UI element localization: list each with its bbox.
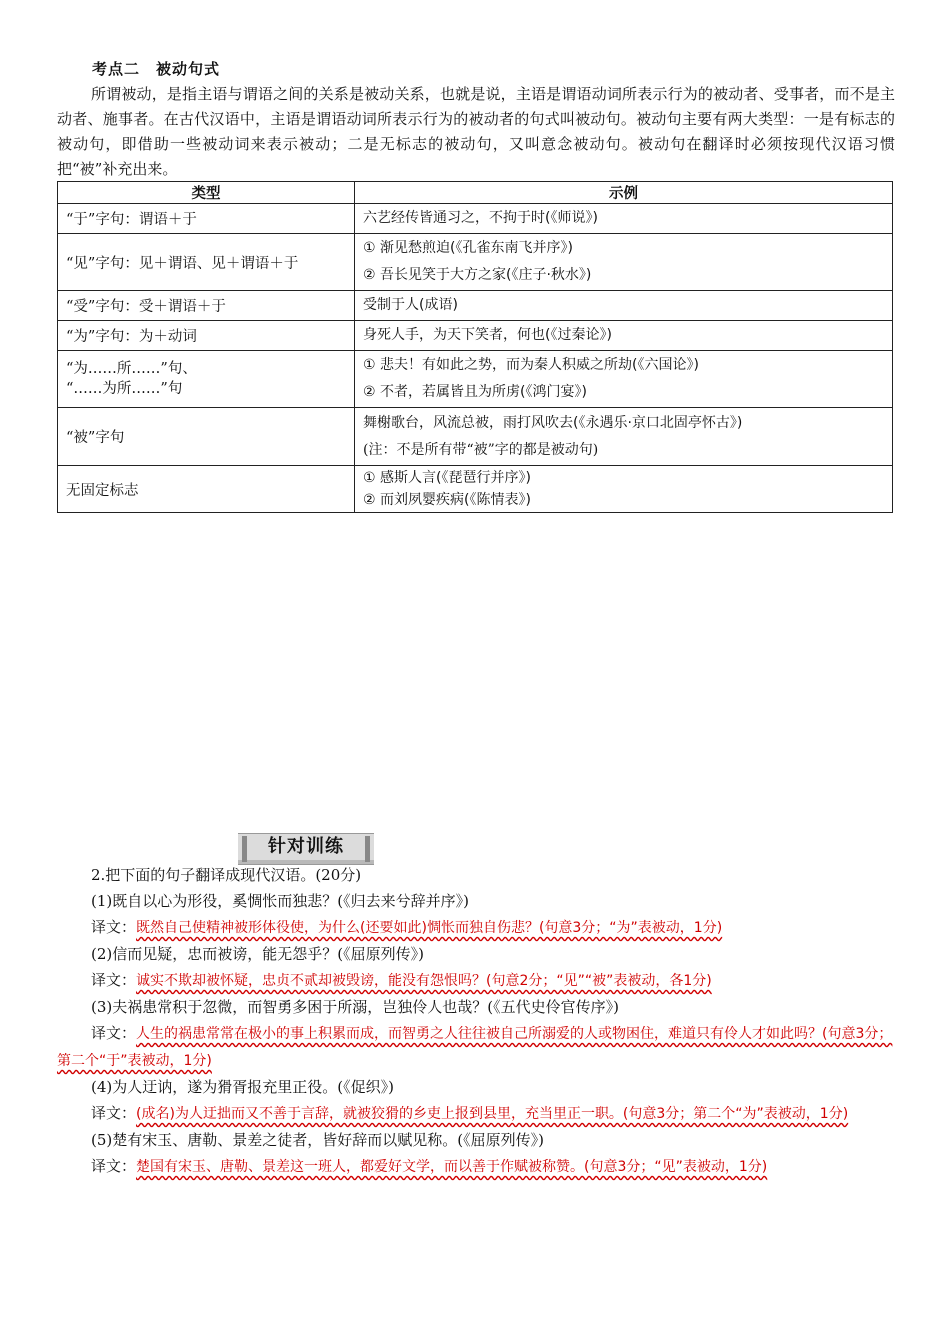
item-source: (1)既自以心为形役，奚惆怅而独悲？(《归去来兮辞并序》) <box>91 892 469 910</box>
answer-text: 楚国有宋玉、唐勒、景差这一班人，都爱好文学，而以善于作赋被称赞。(句意3分；“见”表被动，1分) <box>136 1159 768 1175</box>
example-line: ① 悲夫！有如此之势，而为秦人积威之所劫(《六国论》) <box>363 357 699 373</box>
row-type: “受”字句：受＋谓语＋于 <box>58 291 355 321</box>
example-line: 舞榭歌台，风流总被，雨打风吹去(《永遇乐·京口北固亭怀古》) <box>363 414 743 431</box>
item-answer <box>57 967 895 994</box>
row-examples <box>355 321 893 351</box>
table-row <box>58 466 893 513</box>
table-row <box>58 291 893 321</box>
example-line: ② 吾长见笑于大方之家(《庄子·秋水》) <box>363 267 592 283</box>
badge-right-bar <box>365 836 370 862</box>
row-examples <box>355 351 893 408</box>
example-line: ① 感斯人言(《琵琶行并序》) <box>363 470 531 486</box>
answer-text: 既然自己使精神被形体役使，为什么(还要如此)惆怅而独自伤悲？(句意3分；“为”表被动，1分) <box>136 920 723 936</box>
table-row <box>58 351 893 408</box>
row-type: “见”字句：见＋谓语、见＋谓语＋于 <box>58 234 355 291</box>
badge-label: 针对训练 <box>268 836 344 857</box>
practice-question: 2.把下面的句子翻译成现代汉语。(20分) <box>91 866 362 884</box>
answer-label: 译文： <box>91 1157 137 1175</box>
item-answer <box>57 914 895 941</box>
answer-text: 诚实不欺却被怀疑，忠贞不贰却被毁谤，能没有怨恨吗？(句意2分；“见”“被”表被动，各1分) <box>136 973 712 989</box>
badge-left-bar <box>242 836 247 862</box>
example-line: 六艺经传皆通习之，不拘于时(《师说》) <box>363 210 598 226</box>
table-header-row <box>58 182 893 204</box>
item-answer <box>57 1020 895 1074</box>
example-line: 身死人手，为天下笑者，何也(《过秦论》) <box>363 327 612 343</box>
answer-label: 译文： <box>91 918 137 936</box>
row-examples <box>355 204 893 234</box>
item-source: (4)为人迂讷，遂为猾胥报充里正役。(《促织》) <box>91 1078 394 1096</box>
table-row <box>58 204 893 234</box>
row-examples <box>355 291 893 321</box>
item-answer <box>57 1153 895 1180</box>
item-answer <box>57 1100 895 1127</box>
row-type: “被”字句 <box>58 408 355 466</box>
section-intro: 所谓被动，是指主语与谓语之间的关系是被动关系，也就是说，主语是谓语动词所表示行为的被动者、受事者，而不是主动者、施事者。在古代汉语中，主语是谓语动词所表示行为的被动者的句式叫被动句。被动句主要有两大类型：一是有标志的被动句，即借助一些被动词来表示被动；二是无标志的被动句，又叫意念被动句。被动句在翻译时必须按现代汉语习惯把“被”补充出来。 <box>57 85 895 178</box>
row-type: “为”字句：为＋动词 <box>58 321 355 351</box>
header-example: 示例 <box>355 182 893 204</box>
row-type: “于”字句：谓语＋于 <box>58 204 355 234</box>
row-type: 无固定标志 <box>58 466 355 513</box>
row-examples <box>355 234 893 291</box>
row-type: “为……所……”句、 “……为所……”句 <box>58 351 355 408</box>
item-source: (3)夫祸患常积于忽微，而智勇多困于所溺，岂独伶人也哉？(《五代史伶官传序》) <box>91 998 619 1016</box>
table-row <box>58 408 893 466</box>
answer-text: (成名)为人迂拙而又不善于言辞，就被狡猾的乡吏上报到县里，充当里正一职。(句意3分；第二个“为”表被动，1分) <box>136 1106 849 1122</box>
item-source: (2)信而见疑，忠而被谤，能无怨乎？(《屈原列传》) <box>91 945 424 963</box>
example-note: (注：不是所有带“被”字的都是被动句) <box>363 441 599 458</box>
answer-text: 人生的祸患常常在极小的事上积累而成，而智勇之人往往被自己所溺爱的人或物困住，难道只有伶人才如此吗？(句意3分；第二个“于”表被动，1分) <box>57 1026 893 1069</box>
section-heading: 考点二 被动句式 <box>92 60 221 78</box>
row-examples <box>355 466 893 513</box>
header-type: 类型 <box>58 182 355 204</box>
table-row <box>58 321 893 351</box>
example-line: ② 不者，若属皆且为所虏(《鸿门宴》) <box>363 384 587 400</box>
practice-badge <box>238 833 374 865</box>
answer-label: 译文： <box>91 1024 137 1042</box>
item-source: (5)楚有宋玉、唐勒、景差之徒者，皆好辞而以赋见称。(《屈原列传》) <box>91 1131 544 1149</box>
answer-label: 译文： <box>91 971 137 989</box>
example-line: ② 而刘夙婴疾病(《陈情表》) <box>363 492 531 508</box>
row-examples <box>355 408 893 466</box>
example-line: ① 渐见愁煎迫(《孔雀东南飞并序》) <box>363 240 573 256</box>
practice-section <box>57 862 895 1180</box>
example-line: 受制于人(成语) <box>363 297 458 313</box>
passive-sentence-table <box>57 181 893 513</box>
answer-label: 译文： <box>91 1104 137 1122</box>
table-row <box>58 234 893 291</box>
